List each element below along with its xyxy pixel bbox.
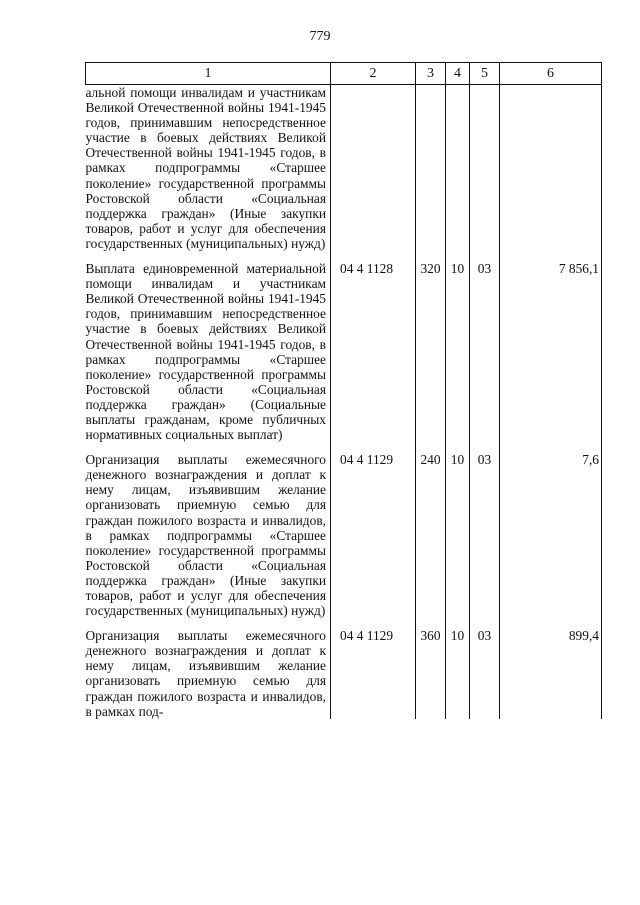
row-col3: 320 <box>416 261 446 442</box>
row-col3 <box>416 85 446 252</box>
row-col5: 03 <box>470 261 500 442</box>
table-row <box>86 628 602 719</box>
row-code: 04 4 1129 <box>331 628 416 719</box>
row-amount: 899,4 <box>500 628 602 719</box>
table-row <box>86 452 602 618</box>
row-amount <box>500 85 602 252</box>
row-name: Выплата единовременной материальной помощи инвалидам и участникам Великой Отечественной войны 1941-1945 годов, принимавшим непосредственное участие в боевых действиях Великой Отечественной войны 1941-1945 годов, в рамках подпрограммы «Старшее поколение» государственной программы Ростовской области «Социальная поддержка граждан» (Социальные выплаты гражданам, кроме публичных нормативных социальных выплат) <box>85 261 326 443</box>
budget-table <box>85 62 602 719</box>
column-header-2: 2 <box>331 63 416 85</box>
row-name: Организация выплаты ежемесячного денежного вознаграждения и доплат к нему лицам, изъявившим желание организовать приемную семью для граждан пожилого возраста и инвалидов, в рамках подпрограммы «Старшее поколение» государственной программы Ростовской области «Социальная поддержка граждан» (Иные закупки товаров, работ и услуг для обеспечения государственных (муниципальных) нужд) <box>85 452 326 619</box>
row-col5 <box>470 85 500 252</box>
table-row <box>86 85 602 252</box>
row-col4: 10 <box>446 261 470 442</box>
row-amount: 7,6 <box>500 452 602 618</box>
row-col4 <box>446 85 470 252</box>
row-code <box>331 85 416 252</box>
row-spacer <box>86 251 602 261</box>
column-header-3: 3 <box>416 63 446 85</box>
row-spacer <box>86 442 602 452</box>
row-col4: 10 <box>446 452 470 618</box>
column-header-5: 5 <box>470 63 500 85</box>
column-header-1: 1 <box>86 63 331 85</box>
table-row <box>86 261 602 442</box>
page-number: 779 <box>309 29 331 44</box>
row-spacer <box>86 618 602 628</box>
row-code: 04 4 1128 <box>331 261 416 442</box>
row-col3: 240 <box>416 452 446 618</box>
row-col3: 360 <box>416 628 446 719</box>
row-code: 04 4 1129 <box>331 452 416 618</box>
row-name: Организация выплаты ежемесячного денежного вознаграждения и доплат к нему лицам, изъявившим желание организовать приемную семью для граждан пожилого возраста и инвалидов, в рамках под- <box>85 628 326 719</box>
row-name: альной помощи инвалидам и участникам Великой Отечественной войны 1941-1945 годов, принимавшим непосредственное участие в боевых действиях Великой Отечественной войны 1941-1945 годов, в рамках подпрограммы «Старшее поколение» государственной программы Ростовской области «Социальная поддержка граждан» (Иные закупки товаров, работ и услуг для обеспечения государственных (муниципальных) нужд) <box>85 85 326 251</box>
row-amount: 7 856,1 <box>500 261 602 442</box>
row-col5: 03 <box>470 452 500 618</box>
column-header-6: 6 <box>500 63 602 85</box>
table-header-row <box>86 63 602 85</box>
row-col5: 03 <box>470 628 500 719</box>
row-col4: 10 <box>446 628 470 719</box>
column-header-4: 4 <box>446 63 470 85</box>
